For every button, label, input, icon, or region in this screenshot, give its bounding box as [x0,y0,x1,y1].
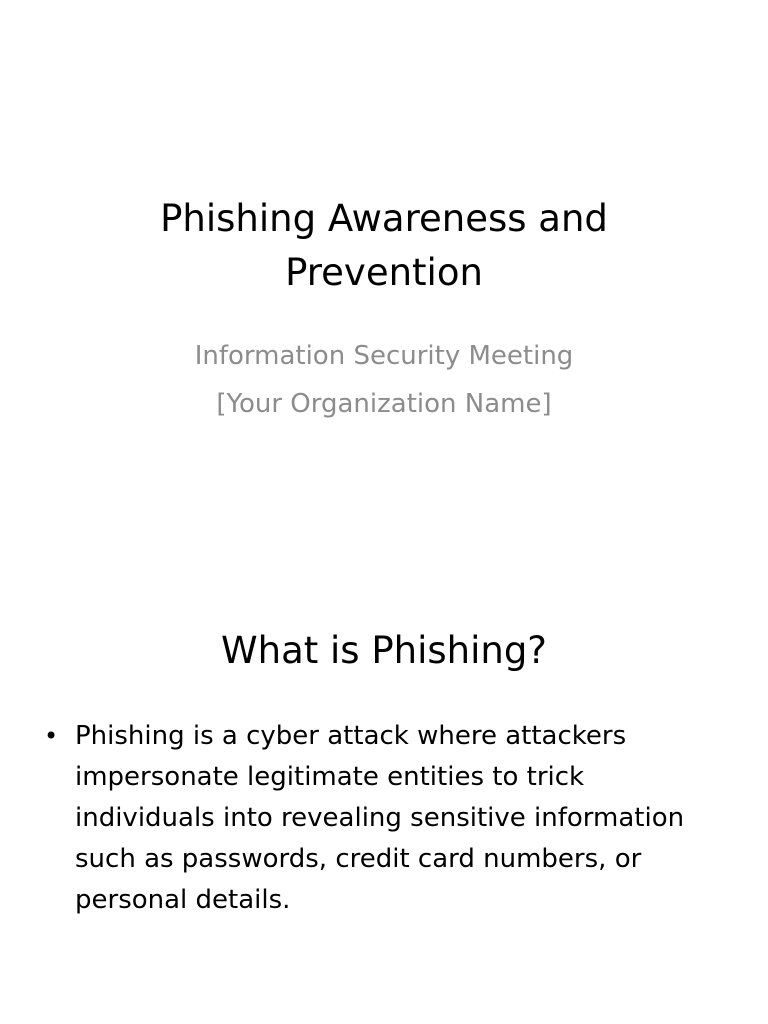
bullet-list [42,716,732,921]
presentation-title: Phishing Awareness and Prevention [160,197,608,294]
slide-title: What is Phishing? [221,629,547,672]
bullet-item [42,716,732,921]
bullet-text: Phishing is a cyber attack where attackers impersonate legitimate entities to trick individuals into revealing sensitive information such as passwords, credit card numbers, or personal details. [75,721,685,915]
bullet-dot-icon: • [44,722,59,750]
presentation-subtitle [84,332,684,428]
subtitle-line-meeting: Information Security Meeting [194,341,574,371]
content-slide [0,576,768,1024]
subtitle-line-organization: [Your Organization Name] [216,389,552,419]
